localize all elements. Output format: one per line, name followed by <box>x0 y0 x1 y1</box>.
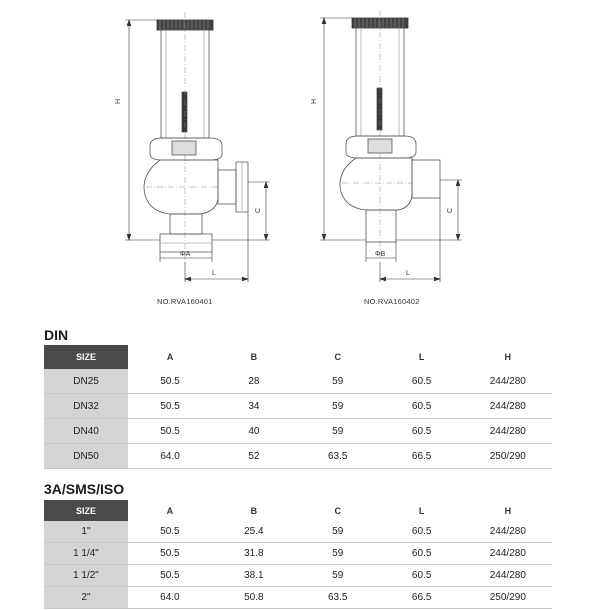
table-cell: 60.5 <box>380 565 464 587</box>
table-row <box>44 521 552 543</box>
table-cell: 244/280 <box>464 419 552 444</box>
table-cell: 59 <box>296 369 380 394</box>
drawing-caption-left: NO.RVA160401 <box>157 297 213 306</box>
table-cell: 60.5 <box>380 521 464 543</box>
dim-label-b-right: ΦB <box>375 251 386 258</box>
sms-col-a: A <box>166 505 174 516</box>
table-cell: 60.5 <box>380 543 464 565</box>
table-cell: 64.0 <box>128 587 212 609</box>
table-cell: 64.0 <box>128 444 212 469</box>
table-cell: 50.5 <box>128 521 212 543</box>
size-cell: DN32 <box>44 394 128 419</box>
table-cell: 250/290 <box>464 587 552 609</box>
sms-spec-table <box>44 500 552 609</box>
table-cell: 60.5 <box>380 419 464 444</box>
drawing-caption-right: NO.RVA160402 <box>364 297 420 306</box>
table-cell: 244/280 <box>464 369 552 394</box>
table-cell: 28 <box>212 369 296 394</box>
din-section-title: DIN <box>44 327 69 343</box>
sms-col-size: SIZE <box>44 500 128 521</box>
table-cell: 59 <box>296 419 380 444</box>
table-row <box>44 587 552 609</box>
table-cell: 244/280 <box>464 543 552 565</box>
size-cell: 1 1/2" <box>44 565 128 587</box>
din-col-size: SIZE <box>44 345 128 369</box>
table-cell: 66.5 <box>380 444 464 469</box>
dim-label-a-left: ΦA <box>180 251 191 258</box>
table-cell: 244/280 <box>464 521 552 543</box>
size-cell: DN40 <box>44 419 128 444</box>
dim-label-h-right: H <box>311 98 318 104</box>
table-cell: 50.8 <box>212 587 296 609</box>
dim-label-c-left: C <box>255 207 262 213</box>
sms-table-header-row <box>44 500 552 521</box>
size-cell: DN50 <box>44 444 128 469</box>
table-cell: 50.5 <box>128 543 212 565</box>
table-row <box>44 543 552 565</box>
sms-col-b: B <box>250 505 258 516</box>
table-row <box>44 369 552 394</box>
table-cell: 60.5 <box>380 369 464 394</box>
size-cell: 2" <box>44 587 128 609</box>
table-cell: 59 <box>296 394 380 419</box>
size-cell: DN25 <box>44 369 128 394</box>
dim-label-l-right: L <box>406 270 410 277</box>
valve-drawing-right <box>340 10 440 258</box>
table-cell: 40 <box>212 419 296 444</box>
table-cell: 34 <box>212 394 296 419</box>
table-cell: 59 <box>296 521 380 543</box>
din-col-b: B <box>250 352 258 362</box>
din-table-header-row <box>44 345 552 369</box>
table-row <box>44 394 552 419</box>
table-cell: 50.5 <box>128 565 212 587</box>
din-col-l: L <box>418 352 425 362</box>
din-spec-table <box>44 345 552 469</box>
table-cell: 66.5 <box>380 587 464 609</box>
table-cell: 60.5 <box>380 394 464 419</box>
din-col-h: H <box>504 352 512 362</box>
sms-col-h: H <box>504 505 512 516</box>
table-cell: 38.1 <box>212 565 296 587</box>
table-cell: 50.5 <box>128 419 212 444</box>
table-cell: 244/280 <box>464 394 552 419</box>
table-row <box>44 419 552 444</box>
table-cell: 59 <box>296 565 380 587</box>
table-cell: 52 <box>212 444 296 469</box>
table-cell: 25.4 <box>212 521 296 543</box>
table-cell: 63.5 <box>296 587 380 609</box>
table-cell: 50.5 <box>128 369 212 394</box>
table-cell: 31.8 <box>212 543 296 565</box>
din-col-c: C <box>334 352 341 362</box>
table-cell: 250/290 <box>464 444 552 469</box>
dim-label-l-left: L <box>212 270 216 277</box>
din-col-a: A <box>166 352 174 362</box>
table-cell: 50.5 <box>128 394 212 419</box>
sms-col-l: L <box>418 505 425 516</box>
table-row <box>44 444 552 469</box>
sms-col-c: C <box>334 505 341 516</box>
sms-section-title: 3A/SMS/ISO <box>44 481 125 497</box>
size-cell: 1" <box>44 521 128 543</box>
dim-label-h-left: H <box>115 98 122 104</box>
dim-label-c-right: C <box>447 207 454 213</box>
table-cell: 59 <box>296 543 380 565</box>
table-cell: 244/280 <box>464 565 552 587</box>
table-cell: 63.5 <box>296 444 380 469</box>
table-row <box>44 565 552 587</box>
size-cell: 1 1/4" <box>44 543 128 565</box>
valve-drawing-left <box>144 12 248 260</box>
